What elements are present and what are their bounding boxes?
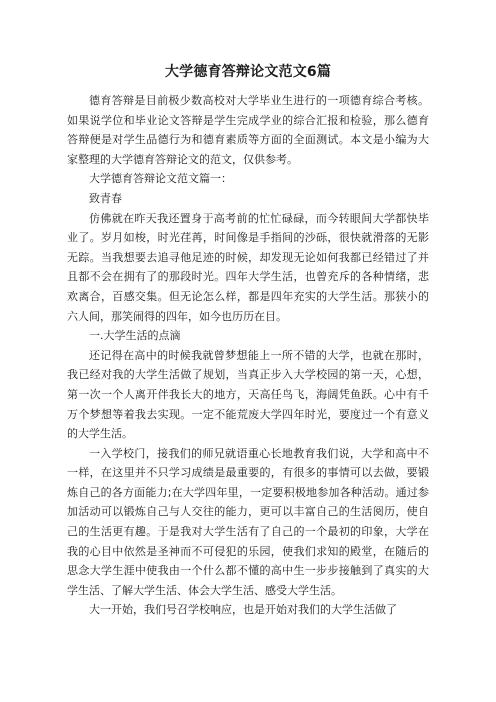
document-title: 大学德育答辩论文范文6篇 <box>164 64 332 80</box>
intro-paragraph: 德育答辩是目前极少数高校对大学毕业生进行的一项德育综合考核。如果说学位和毕业论文答辩是学生完成学业的综合汇报和检验，那么德育答辩便是对学生品德行为和德育素质等方面的全面测试。本文是小编为大家整理的大学德育答辩论文的范文，仅供参考。 <box>67 94 429 166</box>
body-paragraph: 仿佛就在昨天我还置身于高考前的忙忙碌碌，而今转眼间大学都快毕业了。岁月如梭，时光荏苒，时间像是手指间的沙砾，很快就滑落的无影无踪。当我想要去追寻他足迹的时候，却发现无论如何我都已经错过了并且都不会在拥有了的那段时光。四年大学生活，也曾充斥的各种情绪，悲欢离合，百感交集。但无论怎么样，都是四年充实的大学生活。那狭小的六人间，那笑闹得的四年，如今也历历在目。 <box>67 211 429 323</box>
section-heading: 大学德育答辩论文范文篇一： <box>89 172 232 186</box>
body-paragraph: 一入学校门，接我们的师兄就语重心长地教育我们说，大学和高中不一样，在这里并不只学习成绩是最重要的，有很多的事情可以去做，要锻炼自己的各方面能力;在大学四年里，一定要积极地参加各种活动。通过参加活动可以锻炼自己与人交往的能力，更可以丰富自己的生活阅历，使自己的生活更有趣。于是我对大学生活有了自己的一个最初的印象，大学在我的心目中依然是圣神而不可侵犯的乐园，使我们求知的殿堂，在随后的思念大学生涯中使我由一个什么都不懂的高中生一步步接触到了真实的大学生活、了解大学生活、体会大学生活、感受大学生活。 <box>67 446 429 597</box>
subsection-heading: 一.大学生活的点滴 <box>89 329 181 343</box>
body-paragraph: 大一开始，我们号召学校响应，也是开始对我们的大学生活做了 <box>89 603 397 617</box>
essay-title: 致青春 <box>89 191 122 205</box>
body-paragraph: 还记得在高中的时候我就曾梦想能上一所不错的大学，也就在那时，我已经对我的大学生活做了规划，当真正步入大学校园的第一天，心想，第一次一个人离开伴我长大的地方，天高任鸟飞，海阔凭鱼跃。心中有千万个梦想等着我去实现。一定不能荒废大学四年时光，要度过一个有意义的大学生活。 <box>67 348 429 441</box>
